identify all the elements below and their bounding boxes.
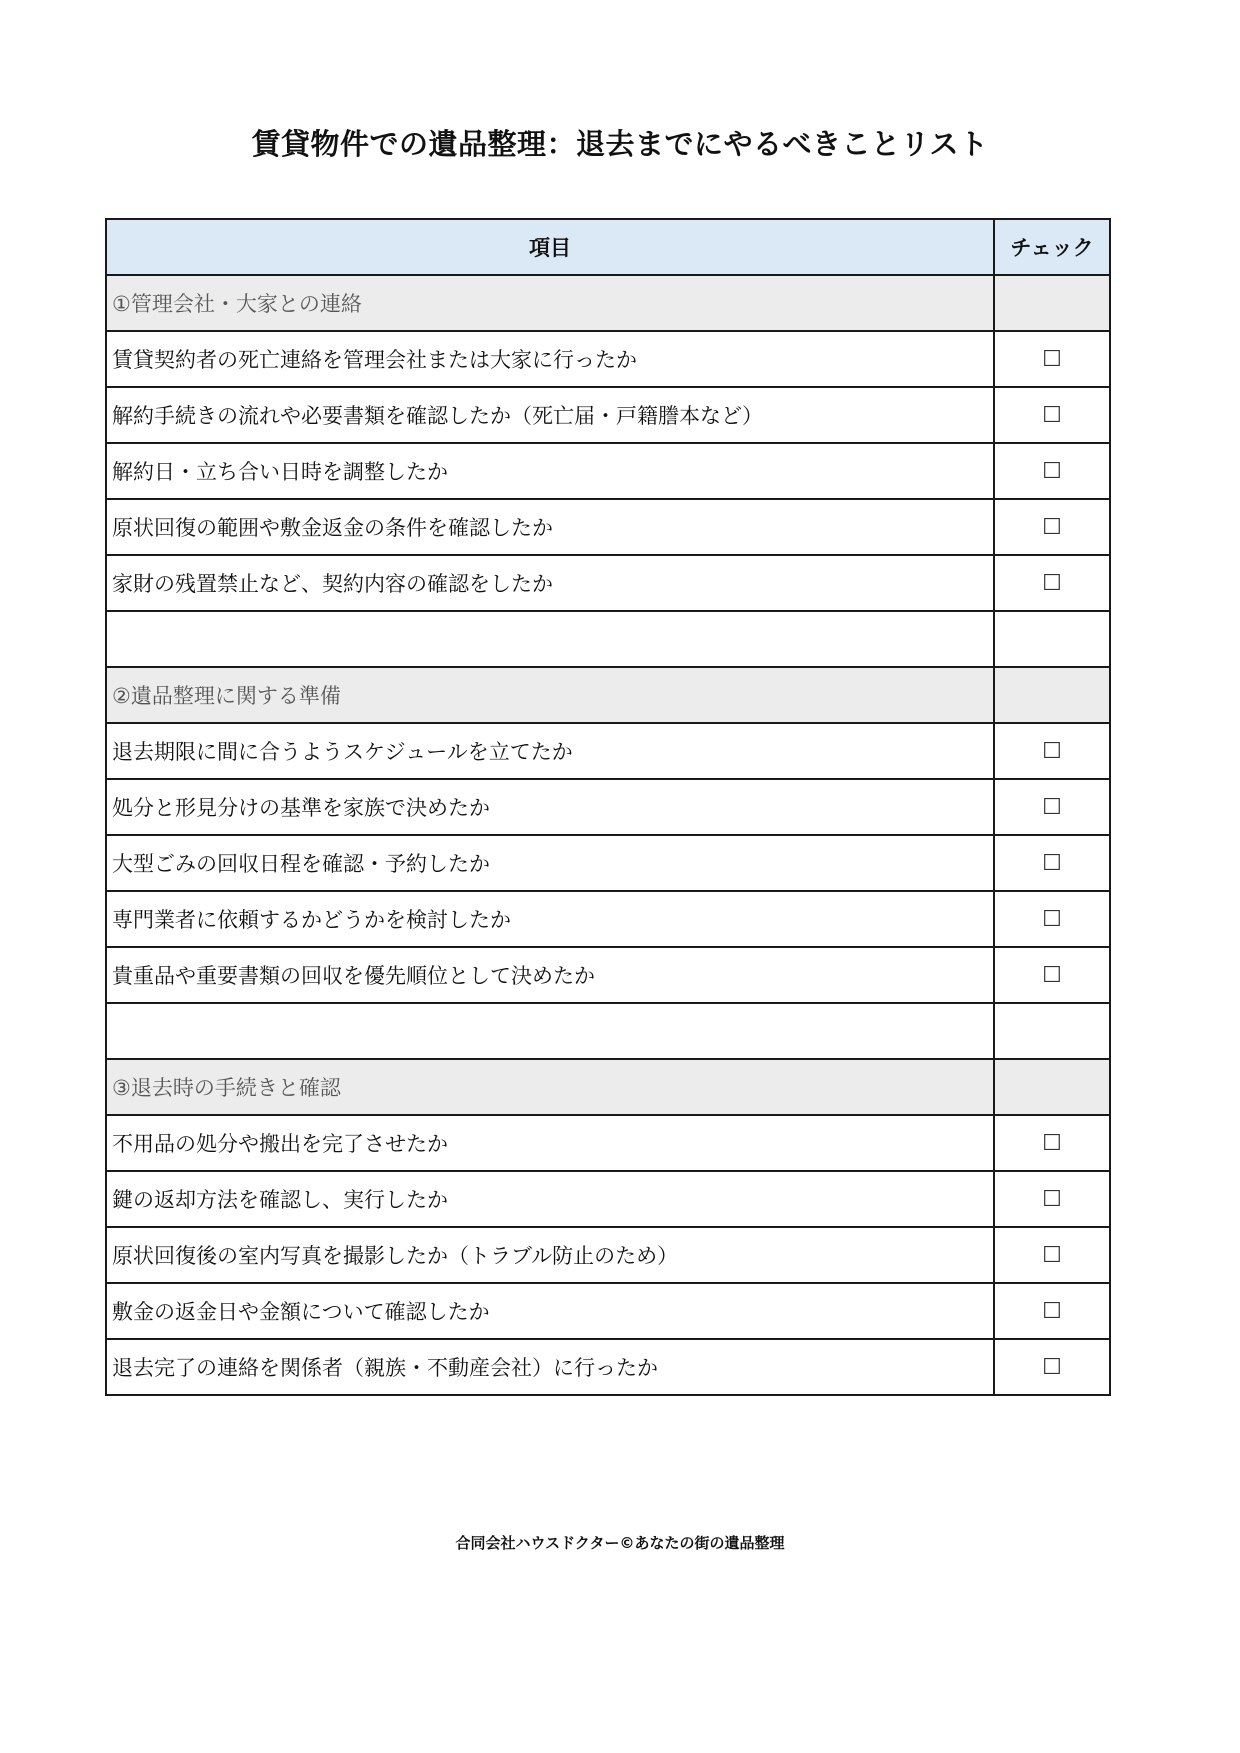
- table-row: [106, 1227, 1110, 1283]
- section-label: ①管理会社・大家との連絡: [106, 275, 994, 331]
- empty-check-cell: [994, 667, 1110, 723]
- checkbox[interactable]: ☐: [994, 555, 1110, 611]
- blank-row: [106, 611, 1110, 667]
- checkbox[interactable]: ☐: [994, 499, 1110, 555]
- section-label: ②遺品整理に関する準備: [106, 667, 994, 723]
- checklist-table: [105, 218, 1111, 1396]
- footer-credit: 合同会社ハウスドクター©あなたの街の遺品整理: [455, 1534, 785, 1552]
- item-label: 貴重品や重要書類の回収を優先順位として決めたか: [106, 947, 994, 1003]
- section-row: [106, 275, 1110, 331]
- table-row: [106, 331, 1110, 387]
- item-label: 家財の残置禁止など、契約内容の確認をしたか: [106, 555, 994, 611]
- item-label: 鍵の返却方法を確認し、実行したか: [106, 1171, 994, 1227]
- item-label: 敷金の返金日や金額について確認したか: [106, 1283, 994, 1339]
- empty-check-cell: [994, 1059, 1110, 1115]
- item-label: [106, 611, 994, 667]
- table-row: [106, 555, 1110, 611]
- checkbox[interactable]: ☐: [994, 723, 1110, 779]
- table-row: [106, 387, 1110, 443]
- empty-check-cell: [994, 611, 1110, 667]
- checkbox[interactable]: ☐: [994, 891, 1110, 947]
- checkbox[interactable]: ☐: [994, 1283, 1110, 1339]
- table-row: [106, 947, 1110, 1003]
- table-row: [106, 723, 1110, 779]
- table-row: [106, 1115, 1110, 1171]
- item-label: 原状回復の範囲や敷金返金の条件を確認したか: [106, 499, 994, 555]
- header-item: 項目: [106, 219, 994, 275]
- table-row: [106, 1339, 1110, 1395]
- checklist-body: [106, 275, 1110, 1395]
- table-row: [106, 835, 1110, 891]
- checkbox[interactable]: ☐: [994, 1115, 1110, 1171]
- section-row: [106, 667, 1110, 723]
- table-row: [106, 779, 1110, 835]
- item-label: 大型ごみの回収日程を確認・予約したか: [106, 835, 994, 891]
- table-row: [106, 1171, 1110, 1227]
- item-label: 退去完了の連絡を関係者（親族・不動産会社）に行ったか: [106, 1339, 994, 1395]
- table-header-row: [106, 219, 1110, 275]
- checkbox[interactable]: ☐: [994, 1171, 1110, 1227]
- page-title: 賃貸物件での遺品整理：退去までにやるべきことリスト: [251, 127, 989, 161]
- checkbox[interactable]: ☐: [994, 1339, 1110, 1395]
- empty-check-cell: [994, 1003, 1110, 1059]
- checkbox[interactable]: ☐: [994, 1227, 1110, 1283]
- table-row: [106, 1283, 1110, 1339]
- section-label: ③退去時の手続きと確認: [106, 1059, 994, 1115]
- checkbox[interactable]: ☐: [994, 387, 1110, 443]
- checkbox[interactable]: ☐: [994, 443, 1110, 499]
- checkbox[interactable]: ☐: [994, 947, 1110, 1003]
- table-row: [106, 443, 1110, 499]
- item-label: 賃貸契約者の死亡連絡を管理会社または大家に行ったか: [106, 331, 994, 387]
- section-row: [106, 1059, 1110, 1115]
- item-label: [106, 1003, 994, 1059]
- table-row: [106, 891, 1110, 947]
- blank-row: [106, 1003, 1110, 1059]
- item-label: 退去期限に間に合うようスケジュールを立てたか: [106, 723, 994, 779]
- item-label: 不用品の処分や搬出を完了させたか: [106, 1115, 994, 1171]
- item-label: 解約手続きの流れや必要書類を確認したか（死亡届・戸籍謄本など）: [106, 387, 994, 443]
- item-label: 解約日・立ち合い日時を調整したか: [106, 443, 994, 499]
- item-label: 原状回復後の室内写真を撮影したか（トラブル防止のため）: [106, 1227, 994, 1283]
- item-label: 専門業者に依頼するかどうかを検討したか: [106, 891, 994, 947]
- empty-check-cell: [994, 275, 1110, 331]
- header-check: チェック: [994, 219, 1110, 275]
- checkbox[interactable]: ☐: [994, 779, 1110, 835]
- item-label: 処分と形見分けの基準を家族で決めたか: [106, 779, 994, 835]
- table-row: [106, 499, 1110, 555]
- checkbox[interactable]: ☐: [994, 835, 1110, 891]
- checkbox[interactable]: ☐: [994, 331, 1110, 387]
